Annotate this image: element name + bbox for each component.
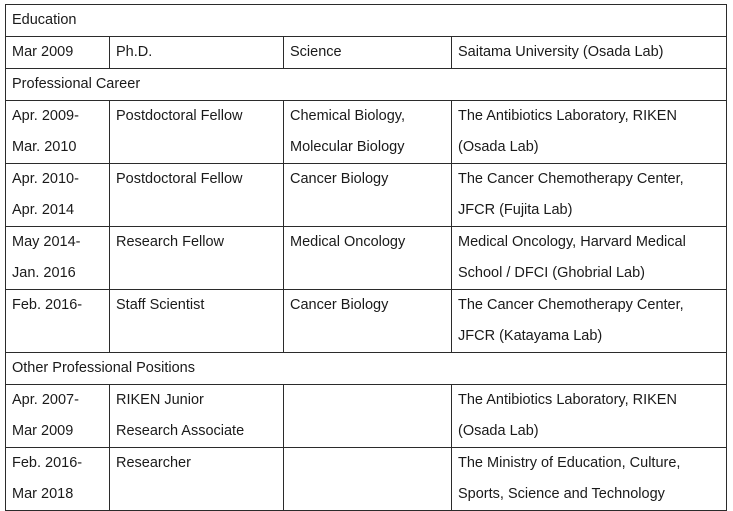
period-cell bbox=[6, 448, 110, 511]
position-text: Research Associate bbox=[116, 423, 245, 439]
institution-cell bbox=[452, 227, 727, 290]
institution-cell bbox=[452, 164, 727, 227]
position-text: Staff Scientist bbox=[116, 297, 205, 313]
field-text: Science bbox=[290, 44, 342, 60]
period-text: Mar 2009 bbox=[12, 44, 74, 60]
other-section-header bbox=[6, 353, 727, 385]
period-text: Mar 2018 bbox=[12, 486, 74, 502]
field-cell bbox=[284, 164, 452, 227]
field-text: Cancer Biology bbox=[290, 171, 389, 187]
institution-text: The Cancer Chemotherapy Center, bbox=[458, 171, 684, 187]
field-cell bbox=[284, 101, 452, 164]
education-section-header bbox=[6, 5, 727, 37]
field-cell bbox=[284, 37, 452, 69]
education-section-title: Education bbox=[6, 5, 727, 37]
position-text: Postdoctoral Fellow bbox=[116, 108, 243, 124]
institution-text: School / DFCI (Ghobrial Lab) bbox=[458, 265, 645, 281]
period-text: Mar 2009 bbox=[12, 423, 74, 439]
period-cell bbox=[6, 385, 110, 448]
field-text: Medical Oncology bbox=[290, 234, 406, 250]
career-section-header bbox=[6, 69, 727, 101]
institution-cell bbox=[452, 448, 727, 511]
institution-text: Medical Oncology, Harvard Medical bbox=[458, 234, 686, 250]
position-text: Research Fellow bbox=[116, 234, 224, 250]
table-row bbox=[6, 227, 727, 290]
period-cell bbox=[6, 290, 110, 353]
period-text: Feb. 2016- bbox=[12, 297, 83, 313]
field-text: Cancer Biology bbox=[290, 297, 389, 313]
period-text: Apr. 2010- bbox=[12, 171, 79, 187]
position-cell bbox=[110, 290, 284, 353]
cv-table bbox=[5, 4, 727, 511]
institution-text: The Antibiotics Laboratory, RIKEN bbox=[458, 108, 677, 124]
field-cell bbox=[284, 290, 452, 353]
table-row bbox=[6, 290, 727, 353]
period-text: Apr. 2009- bbox=[12, 108, 79, 124]
institution-text: The Antibiotics Laboratory, RIKEN bbox=[458, 392, 677, 408]
period-cell bbox=[6, 227, 110, 290]
table-row bbox=[6, 448, 727, 511]
period-text: Feb. 2016- bbox=[12, 455, 83, 471]
other-section-title: Other Professional Positions bbox=[6, 353, 727, 385]
field-cell bbox=[284, 227, 452, 290]
field-text: Molecular Biology bbox=[290, 139, 405, 155]
position-cell bbox=[110, 101, 284, 164]
institution-cell bbox=[452, 385, 727, 448]
period-text: Mar. 2010 bbox=[12, 139, 77, 155]
position-cell bbox=[110, 164, 284, 227]
institution-text: (Osada Lab) bbox=[458, 423, 539, 439]
institution-text: Saitama University (Osada Lab) bbox=[458, 44, 664, 60]
institution-text: Sports, Science and Technology bbox=[458, 486, 665, 502]
period-cell bbox=[6, 164, 110, 227]
period-cell bbox=[6, 101, 110, 164]
table-row bbox=[6, 101, 727, 164]
institution-cell bbox=[452, 101, 727, 164]
position-cell bbox=[110, 385, 284, 448]
field-text: Chemical Biology, bbox=[290, 108, 405, 124]
table-row bbox=[6, 164, 727, 227]
institution-text: The Ministry of Education, Culture, bbox=[458, 455, 681, 471]
field-cell bbox=[284, 385, 452, 448]
position-text: Postdoctoral Fellow bbox=[116, 171, 243, 187]
position-cell bbox=[110, 448, 284, 511]
institution-cell bbox=[452, 37, 727, 69]
institution-text: JFCR (Fujita Lab) bbox=[458, 202, 573, 218]
table-row bbox=[6, 385, 727, 448]
field-cell bbox=[284, 448, 452, 511]
position-cell bbox=[110, 227, 284, 290]
position-text: RIKEN Junior bbox=[116, 392, 204, 408]
career-section-title: Professional Career bbox=[6, 69, 727, 101]
period-text: Apr. 2007- bbox=[12, 392, 79, 408]
period-text: Apr. 2014 bbox=[12, 202, 75, 218]
institution-text: JFCR (Katayama Lab) bbox=[458, 328, 603, 344]
period-text: Jan. 2016 bbox=[12, 265, 76, 281]
period-text: May 2014- bbox=[12, 234, 81, 250]
cv-table-body bbox=[6, 5, 727, 511]
position-text: Researcher bbox=[116, 455, 191, 471]
institution-cell bbox=[452, 290, 727, 353]
period-cell bbox=[6, 37, 110, 69]
institution-text: The Cancer Chemotherapy Center, bbox=[458, 297, 684, 313]
position-text: Ph.D. bbox=[116, 44, 153, 60]
position-cell bbox=[110, 37, 284, 69]
institution-text: (Osada Lab) bbox=[458, 139, 539, 155]
table-row bbox=[6, 37, 727, 69]
